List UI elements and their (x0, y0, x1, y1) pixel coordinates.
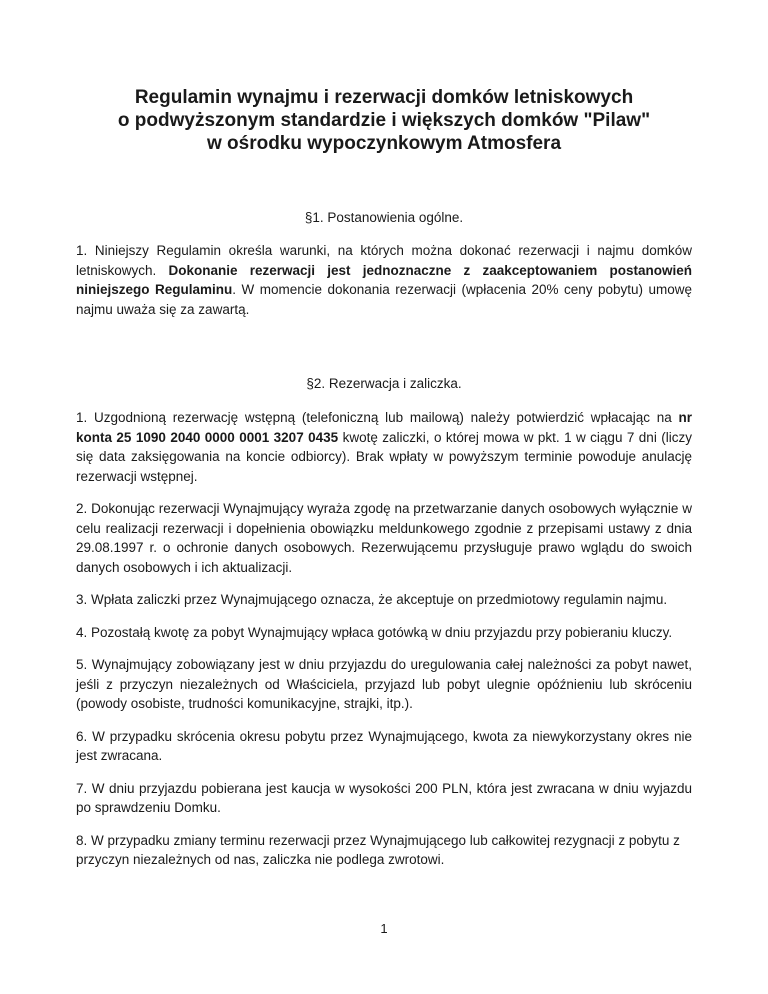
section-2-paragraph-8: 8. W przypadku zmiany terminu rezerwacji przez Wynajmującego lub całkowitej rezygnacji z pobytu z przyczyn niezależnych od nas, zaliczka nie podlega zwrotowi. (76, 832, 680, 867)
paragraph-text: kwotę zaliczki, o której mowa w pkt. 1 w ciągu 7 dni (liczy się data zaksięgowania na koncie odbiorcy). Brak wpłaty w powyższym terminie powoduje anulację rezerwacji wstępnej. (76, 429, 692, 484)
section-2-paragraph-7: 7. W dniu przyjazdu pobierana jest kaucja w wysokości 200 PLN, która jest zwracana w dniu wyjazdu po sprawdzeniu Domku. (76, 780, 692, 815)
section-1-heading: §1. Postanowienia ogólne. (304, 210, 464, 225)
title-line-3: w ośrodku wypoczynkowym Atmosfera (206, 133, 562, 154)
section-1-body (76, 241, 692, 332)
paragraph-text: 1. Niniejszy Regulamin określa warunki, na których można dokonać rezerwacji i najmu domków letniskowych. (76, 243, 692, 278)
section-2-paragraph-2: 2. Dokonując rezerwacji Wynajmujący wyraża zgodę na przetwarzanie danych osobowych wyłącznie w celu realizacji rezerwacji i dopełnienia obowiązku meldunkowego zgodnie z przepisami ustawy z dnia 29.08.1997 r. o ochronie danych osobowych. Rezerwującemu przysługuje prawo wglądu do swoich danych osobowych i ich aktualizacji. (76, 501, 692, 575)
section-1-paragraph-1 (76, 241, 692, 319)
section-2-paragraph-4: 4. Pozostałą kwotę za pobyt Wynajmujący wpłaca gotówką w dniu przyjazdu przy pobieraniu kluczy. (76, 624, 673, 640)
bank-account-number: nr konta 25 1090 2040 0000 0001 3207 0435 (76, 410, 692, 445)
document-title (60, 86, 708, 155)
section-2-paragraph-6: 6. W przypadku skrócenia okresu pobytu przez Wynajmującego, kwota za niewykorzystany okres nie jest zwracana. (76, 728, 692, 763)
section-2-heading: §2. Rezerwacja i zaliczka. (306, 376, 462, 391)
paragraph-text: 1. Uzgodnioną rezerwację wstępną (telefoniczną lub mailową) należy potwierdzić wpłacając na (76, 410, 679, 425)
section-2-paragraph-1 (76, 408, 692, 486)
section-2-paragraph-5: 5. Wynajmujący zobowiązany jest w dniu przyjazdu do uregulowania całej należności za pobyt nawet, jeśli z przyczyn niezależnych od Właściciela, przyjazd lub pobyt ulegnie opóźnieniu lub skróceniu (powody osobiste, trudności komunikacyjne, strajki, itp.). (76, 657, 692, 711)
section-2-body (76, 408, 692, 883)
section-2-paragraph-3: 3. Wpłata zaliczki przez Wynajmującego oznacza, że akceptuje on przedmiotowy regulamin najmu. (76, 592, 668, 607)
paragraph-bold-text: Dokonanie rezerwacji jest jednoznaczne z zaakceptowaniem postanowień niniejszego Regulaminu (76, 262, 692, 297)
paragraph-text: . W momencie dokonania rezerwacji (wpłacenia 20% ceny pobytu) umowę najmu uważa się za zawartą. (76, 282, 692, 317)
title-line-2: o podwyższonym standardzie i większych domków "Pilaw" (117, 110, 651, 131)
page-number: 1 (380, 921, 388, 936)
title-line-1: Regulamin wynajmu i rezerwacji domków letniskowych (134, 87, 634, 108)
